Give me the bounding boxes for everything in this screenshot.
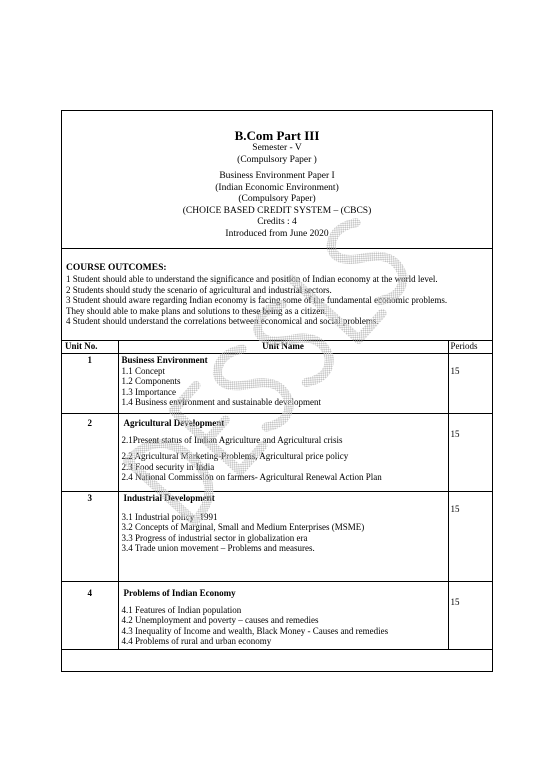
periods-value: 15 <box>450 504 460 514</box>
table-row <box>62 414 492 492</box>
unit-periods <box>448 414 492 492</box>
table-row <box>62 492 492 582</box>
unit-topic: 4.2 Unemployment and poverty – causes and remedies <box>121 615 319 626</box>
unit-number: 3 <box>62 492 118 582</box>
paper-name: Business Environment Paper I <box>219 171 335 181</box>
unit-topic: 2.3 Food security in India <box>121 461 215 472</box>
semester: Semester - V <box>252 143 302 153</box>
outcomes-heading: COURSE OUTCOMES: <box>66 263 167 273</box>
periods-value: 15 <box>450 429 460 439</box>
unit-topic: 2.4 National Commission on farmers- Agricultural Renewal Action Plan <box>121 472 382 483</box>
header-periods: Periods <box>448 341 492 354</box>
syllabus-document <box>61 110 493 672</box>
unit-title: Problems of Indian Economy <box>123 588 236 598</box>
unit-topic: 4.4 Problems of rural and urban economy <box>121 636 272 647</box>
unit-topic: 1.2 Components <box>121 376 181 387</box>
unit-title: Agricultural Development <box>123 418 225 428</box>
unit-periods <box>448 354 492 414</box>
paper-type: (Compulsory Paper ) <box>237 154 317 165</box>
credit-system: (CHOICE BASED CREDIT SYSTEM – (CBCS) <box>182 205 372 216</box>
outcome-item: They should able to make plans and solutions to these being as a citizen. <box>66 305 327 316</box>
table-header-row <box>62 341 492 354</box>
unit-content <box>118 414 448 492</box>
unit-topic: 3.1 Industrial policy -1991 <box>121 511 218 522</box>
course-outcomes <box>62 248 492 341</box>
unit-topic: 1.4 Business environment and sustainable development <box>121 397 321 408</box>
credits: Credits : 4 <box>257 217 297 227</box>
unit-periods <box>448 492 492 582</box>
unit-topic: 2.1Present status of Indian Agriculture and Agricultural crisis <box>121 434 343 445</box>
paper-type-2: (Compulsory Paper) <box>238 194 316 204</box>
unit-content <box>118 354 448 414</box>
table-row <box>62 354 492 414</box>
subject: (Indian Economic Environment) <box>215 182 339 193</box>
header-unit-name: Unit Name <box>118 341 448 354</box>
periods-value: 15 <box>450 366 460 376</box>
course-title: B.Com Part III <box>234 128 320 143</box>
unit-topic: 1.3 Importance <box>121 386 176 397</box>
unit-number: 2 <box>62 414 118 492</box>
outcome-item: 2 Students should study the scenario of agricultural and industrial sectors. <box>66 284 332 295</box>
table-row <box>62 582 492 650</box>
introduced-date: Introduced from June 2020 <box>225 228 329 239</box>
unit-title: Business Environment <box>121 355 208 365</box>
unit-periods <box>448 582 492 650</box>
unit-number: 4 <box>62 582 118 650</box>
header-unit-no: Unit No. <box>62 341 118 354</box>
unit-topic: 2.2 Agricultural Marketing-Problems, Agricultural price policy <box>121 451 349 462</box>
unit-topic: 1.1 Concept <box>121 365 165 376</box>
unit-topic: 3.2 Concepts of Marginal, Small and Medium Enterprises (MSME) <box>121 522 365 533</box>
units-table <box>62 340 492 650</box>
outcome-item: 1 Student should able to understand the significance and position of Indian economy at the world level. <box>66 274 438 284</box>
unit-topic: 3.3 Progress of industrial sector in globalization era <box>121 532 308 543</box>
unit-number: 1 <box>62 354 118 414</box>
outcome-item: 3 Student should aware regarding Indian economy is facing some of the fundamental economic problems. <box>66 295 448 305</box>
unit-topic: 4.3 Inequality of Income and wealth, Black Money - Causes and remedies <box>121 625 389 636</box>
unit-topic: 4.1 Features of Indian population <box>121 604 242 615</box>
unit-content <box>118 492 448 582</box>
outcome-item: 4 Student should understand the correlations between economical and social problems. <box>66 316 379 326</box>
periods-value: 15 <box>450 597 460 607</box>
unit-title: Industrial Development <box>123 493 215 503</box>
document-header <box>62 111 492 249</box>
unit-topic: 3.4 Trade union movement – Problems and measures. <box>121 543 315 554</box>
unit-content <box>118 582 448 650</box>
